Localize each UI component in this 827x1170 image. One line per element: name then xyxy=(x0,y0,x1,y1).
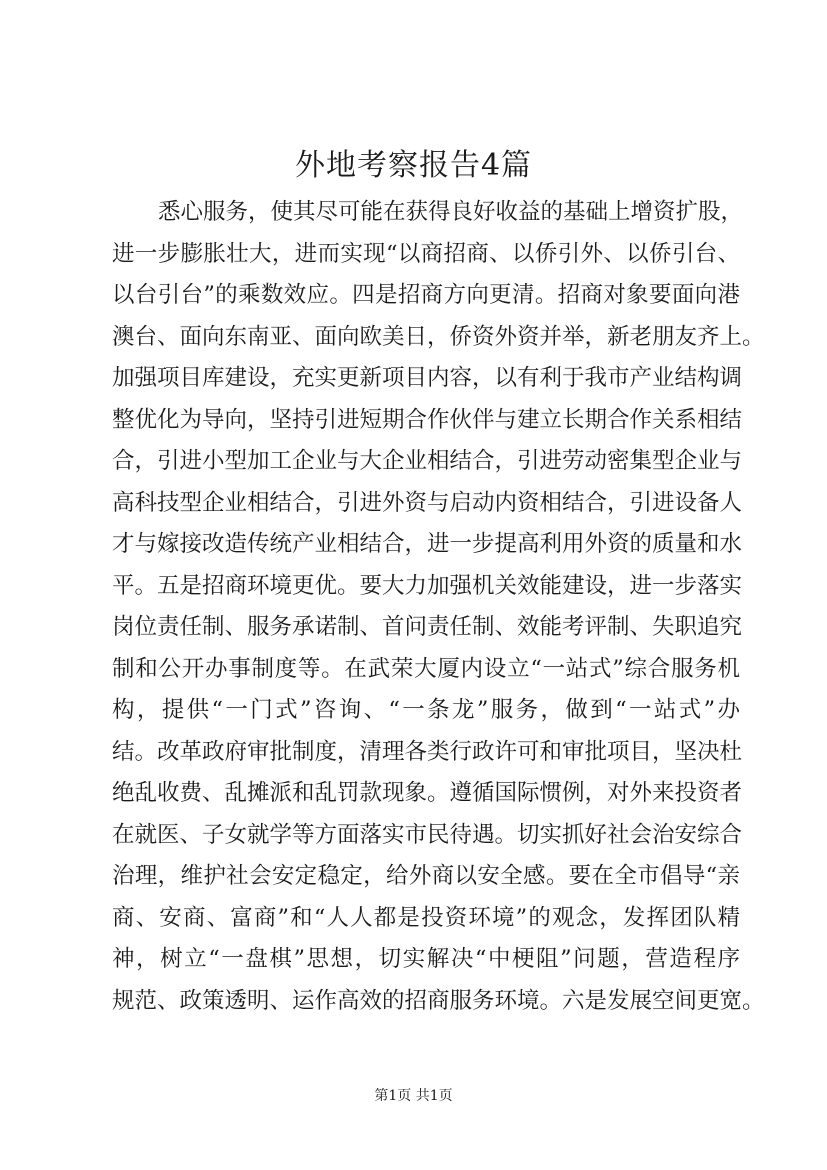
document-title: 外地考察报告4篇 xyxy=(294,148,533,183)
text-line: 高科技型企业相结合，引进外资与启动内资相结合，引进设备人 xyxy=(112,489,743,516)
text-line: 才与嫁接改造传统产业相结合，进一步提高利用外资的质量和水 xyxy=(112,531,743,557)
document-body xyxy=(112,192,765,1022)
text-line: 进一步膨胀壮大，进而实现“以商招商、以侨引外、以侨引台、 xyxy=(112,240,740,267)
text-line: 制和公开办事制度等。在武荣大厦内设立“一站式”综合服务机 xyxy=(112,655,740,682)
text-line: 岗位责任制、服务承诺制、首问责任制、效能考评制、失职追究 xyxy=(112,614,743,640)
text-line: 平。五是招商环境更优。要大力加强机关效能建设，进一步落实 xyxy=(112,572,743,599)
page-footer: 第1页 共1页 xyxy=(374,1088,453,1104)
text-line: 治理，维护社会安定稳定，给外商以安全感。要在全市倡导“亲 xyxy=(112,863,740,889)
text-line: 加强项目库建设，充实更新项目内容，以有利于我市产业结构调 xyxy=(112,365,743,391)
text-line: 整优化为导向，坚持引进短期合作伙伴与建立长期合作关系相结 xyxy=(112,406,743,433)
text-line: 悉心服务，使其尽可能在获得良好收益的基础上增资扩股， xyxy=(158,199,744,225)
text-line: 商、安商、富商”和“人人都是投资环境”的观念，发挥团队精 xyxy=(112,904,740,931)
text-line: 构，提供“一门式”咨询、“一条龙”服务，做到“一站式”办 xyxy=(112,697,740,723)
text-line: 神，树立“一盘棋”思想，切实解决“中梗阻”问题，营造程序 xyxy=(112,946,740,972)
text-line: 在就医、子女就学等方面落实市民待遇。切实抓好社会治安综合 xyxy=(112,821,743,848)
text-line: 澳台、面向东南亚、面向欧美日，侨资外资并举，新老朋友齐上。 xyxy=(112,323,765,350)
text-line: 结。改革政府审批制度，清理各类行政许可和审批项目，坚决杜 xyxy=(112,738,743,765)
text-line: 绝乱收费、乱摊派和乱罚款现象。遵循国际惯例，对外来投资者 xyxy=(112,780,743,806)
text-line: 规范、政策透明、运作高效的招商服务环境。六是发展空间更宽。 xyxy=(112,987,765,1014)
text-line: 合，引进小型加工企业与大企业相结合，引进劳动密集型企业与 xyxy=(112,448,743,474)
text-line: 以台引台”的乘数效应。四是招商方向更清。招商对象要面向港 xyxy=(112,282,740,308)
